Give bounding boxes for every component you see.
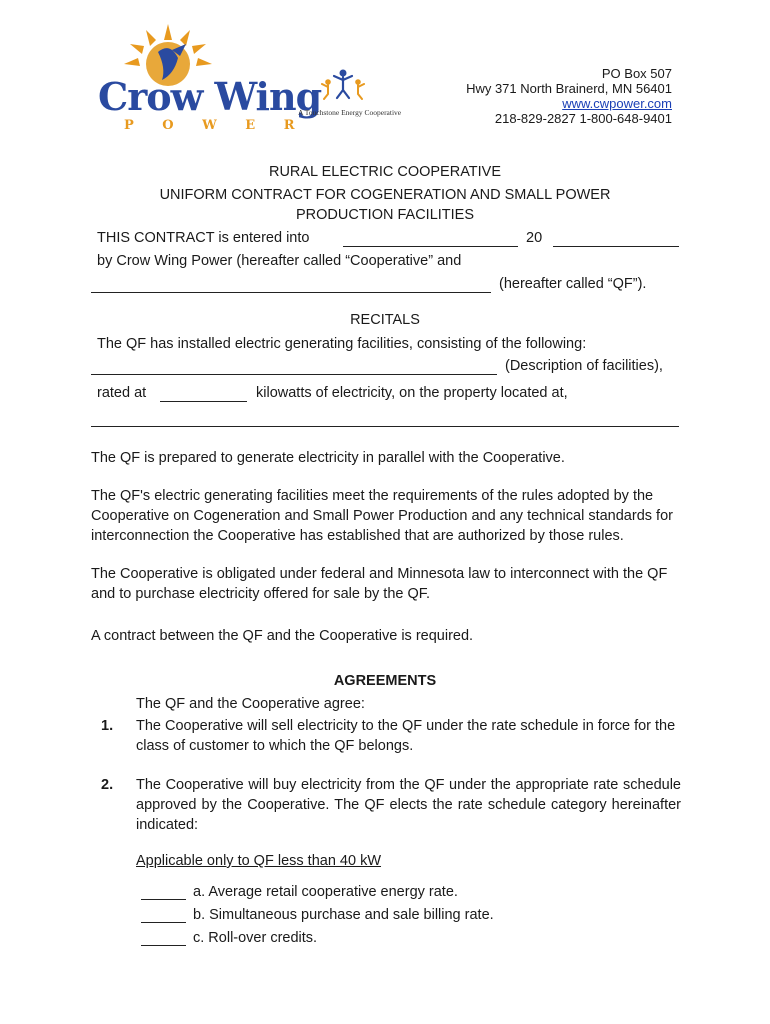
crow-wing-logo [98,22,322,133]
kilowatts-blank[interactable] [160,401,247,402]
year-prefix: 20 [526,230,543,246]
description-label: (Description of facilities), [505,358,663,374]
kilowatts-text: kilowatts of electricity, on the property located at, [256,385,568,401]
facilities-blank[interactable] [91,374,497,375]
qf-called: (hereafter called “QF”). [499,276,647,292]
recital-para4: A contract between the QF and the Cooperative is required. [91,628,474,644]
option-label: a. Average retail cooperative energy rate. [193,884,458,900]
agreement-text: The Cooperative will sell electricity to the QF under the rate schedule in force for the class of customer to which the QF belongs. [136,718,676,754]
title-line1: RURAL ELECTRIC COOPERATIVE [268,164,502,180]
recital-para3: The Cooperative is obligated under federal and Minnesota law to interconnect with the QF and to purchase electricity offered for sale by the QF. [91,566,668,602]
brand-sub: P O W E R [124,118,307,133]
address-block [466,66,672,126]
address-line1: PO Box 507 [601,66,672,81]
applicable-heading: Applicable only to QF less than 40 kW [136,853,382,869]
recital-para1: The QF is prepared to generate electricity in parallel with the Cooperative. [91,450,565,466]
rated-at-label: rated at [97,385,147,401]
by-line: by Crow Wing Power (hereafter called “Cooperative” and [97,253,462,269]
option-checkbox-blank[interactable] [141,945,186,946]
qf-name-blank[interactable] [91,292,491,293]
agreement-text: The Cooperative will buy electricity from the QF under the appropriate rate schedule approved by the Cooperative. The QF elects the rate schedule category hereinafter indicated: [136,777,681,833]
option-label: c. Roll-over credits. [193,930,318,946]
brand-name: Crow Wing [98,74,322,119]
option-checkbox-blank[interactable] [141,922,186,923]
touchstone-text: A Touchstone Energy Cooperative [298,108,402,117]
title-line3: PRODUCTION FACILITIES [295,207,475,223]
title-line2: UNIFORM CONTRACT FOR COGENERATION AND SMALL POWER [159,187,611,203]
option-label: b. Simultaneous purchase and sale billing rate. [193,907,494,923]
touchstone-figures-icon [318,68,368,100]
property-location-blank[interactable] [91,426,679,427]
date-blank[interactable] [343,246,518,247]
agreement-number: 1. [101,718,114,734]
agreement-number: 2. [101,777,114,793]
touchstone-logo [298,68,402,124]
website-link[interactable]: www.cwpower.com [562,96,672,111]
option-checkbox-blank[interactable] [141,899,186,900]
installed-text: The QF has installed electric generating facilities, consisting of the following: [97,336,587,352]
agreements-heading: AGREEMENTS [333,673,437,689]
recital-para2: The QF's electric generating facilities meet the requirements of the rules adopted by the Cooperative on Cogeneration and Small Power Production and any technical standards for interconnection the Cooperative has established that are authorized by those rules. [91,488,673,544]
agreements-intro: The QF and the Cooperative agree: [136,696,365,712]
recitals-heading: RECITALS [350,312,420,328]
address-line2: Hwy 371 North Brainerd, MN 56401 [466,81,672,96]
year-blank[interactable] [553,246,679,247]
entered-into-label: THIS CONTRACT is entered into [97,230,310,246]
phone-numbers: 218-829-2827 1-800-648-9401 [494,111,672,126]
